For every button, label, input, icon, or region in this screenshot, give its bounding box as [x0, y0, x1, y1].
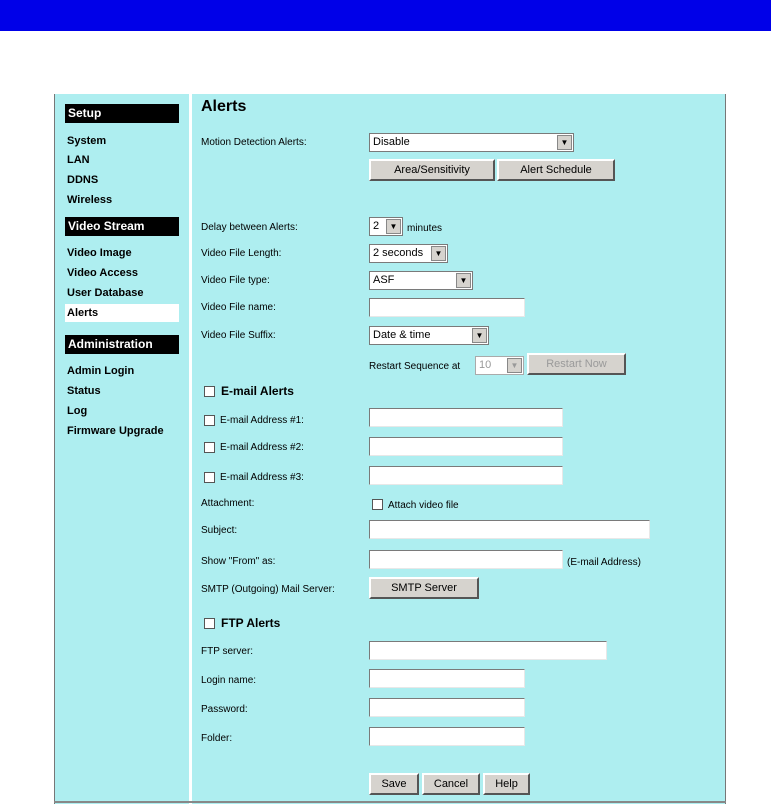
video-file-suffix-select[interactable]	[369, 326, 489, 345]
sidebar-item-lan[interactable]: LAN	[67, 154, 90, 166]
email-address-1-input[interactable]	[369, 408, 563, 427]
video-file-length-label: Video File Length:	[201, 248, 282, 259]
password-label: Password:	[201, 704, 248, 715]
video-file-type-value: ASF	[373, 274, 395, 286]
help-button[interactable]: Help	[483, 773, 530, 795]
login-name-label: Login name:	[201, 675, 257, 686]
sidebar-item-alerts[interactable]: Alerts	[65, 304, 179, 322]
area-sensitivity-button[interactable]: Area/Sensitivity	[369, 159, 495, 181]
chevron-down-icon: ▼	[507, 358, 522, 373]
email-address-1-checkbox[interactable]	[204, 415, 215, 426]
sidebar-item-log[interactable]: Log	[67, 405, 88, 417]
chevron-down-icon: ▼	[472, 328, 487, 343]
chevron-down-icon: ▼	[557, 135, 572, 150]
email-address-3-label: E-mail Address #3:	[220, 472, 304, 483]
alert-schedule-button[interactable]: Alert Schedule	[497, 159, 615, 181]
email-alerts-header: E-mail Alerts	[221, 384, 294, 398]
chevron-down-icon: ▼	[386, 219, 401, 234]
email-address-3-checkbox[interactable]	[204, 472, 215, 483]
sidebar-item-video-image[interactable]: Video Image	[67, 247, 132, 259]
sidebar-item-system[interactable]: System	[67, 135, 107, 147]
bottom-border	[54, 801, 726, 803]
sidebar-item-admin-login[interactable]: Admin Login	[67, 365, 135, 377]
email-address-2-checkbox[interactable]	[204, 442, 215, 453]
show-from-label: Show "From" as:	[201, 556, 276, 567]
delay-unit: minutes	[407, 223, 443, 234]
sidebar-item-video-access[interactable]: Video Access	[67, 267, 138, 279]
sidebar-divider	[189, 94, 192, 804]
video-stream-section-header: Video Stream	[65, 217, 179, 236]
attach-video-checkbox[interactable]	[372, 499, 383, 510]
video-file-type-label: Video File type:	[201, 275, 270, 286]
chevron-down-icon: ▼	[431, 246, 446, 261]
email-address-1-label: E-mail Address #1:	[220, 415, 304, 426]
video-file-suffix-label: Video File Suffix:	[201, 330, 276, 341]
attach-video-label: Attach video file	[388, 500, 459, 511]
smtp-server-button[interactable]: SMTP Server	[369, 577, 479, 599]
cancel-button[interactable]: Cancel	[422, 773, 480, 795]
delay-label: Delay between Alerts:	[201, 222, 298, 233]
subject-input[interactable]	[369, 520, 650, 539]
administration-section-header: Administration	[65, 335, 179, 354]
ftp-alerts-header: FTP Alerts	[221, 616, 281, 630]
sidebar-item-user-database[interactable]: User Database	[67, 287, 144, 299]
attachment-label: Attachment:	[201, 498, 255, 509]
sidebar-item-wireless[interactable]: Wireless	[67, 194, 113, 206]
password-input[interactable]	[369, 698, 525, 717]
delay-select[interactable]	[369, 217, 403, 236]
restart-sequence-value: 10	[479, 359, 492, 371]
video-file-length-select[interactable]	[369, 244, 448, 263]
setup-section-header: Setup	[65, 104, 179, 123]
ftp-server-label: FTP server:	[201, 646, 254, 657]
email-address-2-label: E-mail Address #2:	[220, 442, 304, 453]
subject-label: Subject:	[201, 525, 238, 536]
restart-sequence-label: Restart Sequence at	[369, 361, 461, 372]
page-title: Alerts	[201, 98, 247, 115]
motion-detection-value: Disable	[373, 136, 410, 148]
ftp-alerts-checkbox[interactable]	[204, 618, 215, 629]
email-address-hint: (E-mail Address)	[567, 557, 641, 568]
login-name-input[interactable]	[369, 669, 525, 688]
email-address-3-input[interactable]	[369, 466, 563, 485]
video-file-name-input[interactable]	[369, 298, 525, 317]
restart-sequence-select[interactable]	[475, 356, 524, 375]
folder-input[interactable]	[369, 727, 525, 746]
video-file-length-value: 2 seconds	[373, 247, 424, 259]
top-banner	[0, 0, 771, 31]
video-file-type-select[interactable]	[369, 271, 473, 290]
sidebar-item-status[interactable]: Status	[67, 385, 101, 397]
motion-detection-select[interactable]	[369, 133, 574, 152]
email-address-2-input[interactable]	[369, 437, 563, 456]
video-file-name-label: Video File name:	[201, 302, 276, 313]
video-file-suffix-value: Date & time	[373, 329, 431, 341]
restart-now-button[interactable]: Restart Now	[527, 353, 626, 375]
save-button[interactable]: Save	[369, 773, 419, 795]
motion-detection-label: Motion Detection Alerts:	[201, 137, 307, 148]
smtp-server-label: SMTP (Outgoing) Mail Server:	[201, 584, 335, 595]
ftp-server-input[interactable]	[369, 641, 607, 660]
sidebar-item-ddns[interactable]: DDNS	[67, 174, 99, 186]
chevron-down-icon: ▼	[456, 273, 471, 288]
folder-label: Folder:	[201, 733, 233, 744]
sidebar-item-firmware-upgrade[interactable]: Firmware Upgrade	[67, 425, 164, 437]
email-alerts-checkbox[interactable]	[204, 386, 215, 397]
show-from-input[interactable]	[369, 550, 563, 569]
delay-value: 2	[373, 220, 380, 232]
